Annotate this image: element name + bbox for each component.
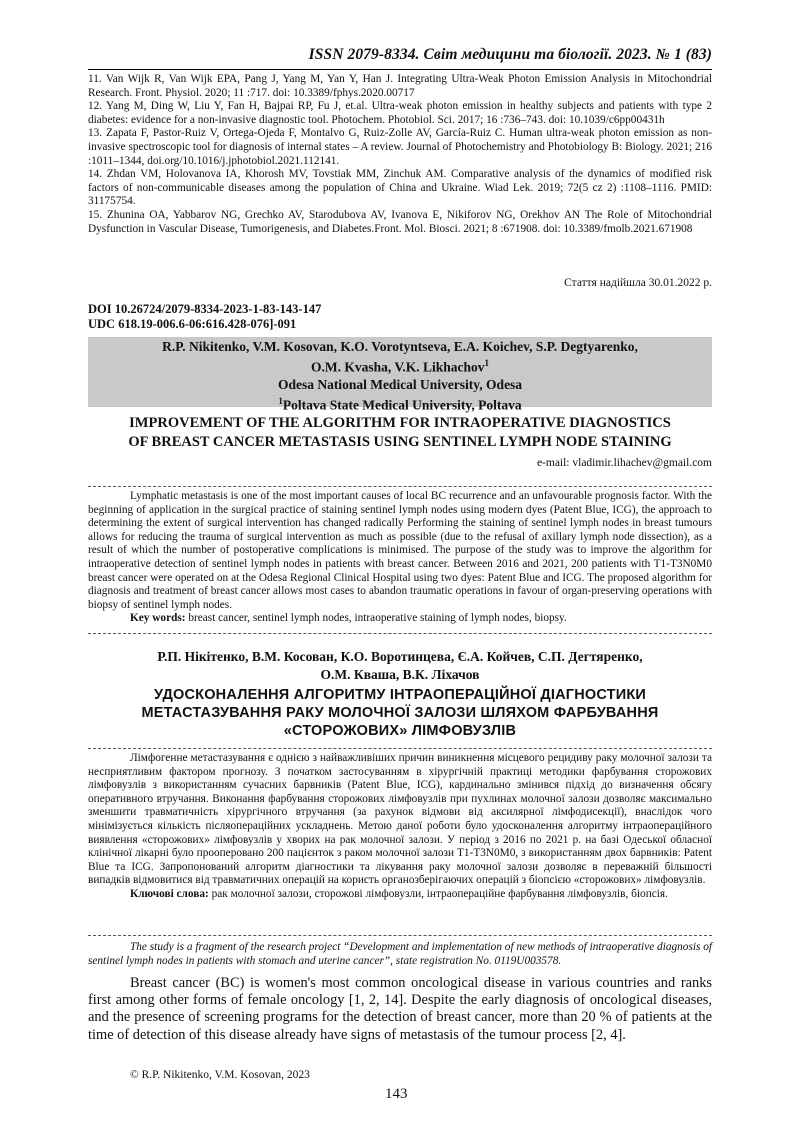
page-number: 143 — [385, 1086, 408, 1102]
udc-code: UDC 618.19-006.6-06:616.428-076]-091 — [88, 317, 297, 331]
affiliation-2: $^1$Poltava State Medical University, Poltava — [278, 395, 522, 412]
authors-ua-line1: Р.П. Нікітенко, В.М. Косован, К.О. Воротинцева, Є.А. Койчев, С.П. Дегтяренко, — [157, 649, 643, 664]
contact-email[interactable]: e-mail: vladimir.lihachev@gmail.com — [536, 457, 712, 469]
reference-item: 11. Van Wijk R, Van Wijk EPA, Pang J, Yang M, Yan Y, Han J. Integrating Ultra-Weak Photon Emission Analysis in Mitochondrial Research. Front. Physiol. 2020; 11 :717. doi: 10.3389/fphys.2020.00717 — [88, 73, 712, 99]
authors-ua — [88, 648, 712, 684]
keywords-en: Key words: breast cancer, sentinel lymph nodes, intraoperative staining of lymph nodes, biopsy. — [130, 612, 567, 625]
authors-en-box — [88, 337, 712, 412]
authors-en-line1: R.P. Nikitenko, V.M. Kosovan, K.O. Vorotyntseva, E.A. Koichev, S.P. Degtyarenko, — [162, 339, 638, 354]
reference-item: 14. Zhdan VM, Holovanova IA, Khorosh MV, Tovstiak MM, Zinchuk AM. Comparative analysis of the dynamics of modified risk factors of non-communicable diseases among the population of China and Ukraine. Wiad Lek. 2019; 72(5 cz 2) :1108–1116. PMID: 31175754. — [88, 168, 712, 208]
abstract-ua — [88, 752, 712, 902]
abstract-en — [88, 490, 712, 626]
copyright-notice: © R.P. Nikitenko, V.M. Kosovan, 2023 — [130, 1069, 310, 1081]
divider — [88, 748, 712, 749]
title-ua-line1: УДОСКОНАЛЕННЯ АЛГОРИТМУ ІНТРАОПЕРАЦІЙНОЇ ДІАГНОСТИКИ — [153, 687, 646, 703]
abstract-en-text: Lymphatic metastasis is one of the most important causes of local BC recurrence and an unfavourable prognosis factor. With the beginning of application in the surgical practice of staining sentinel lymph nodes using modern dyes (Patent Blue, ICG), the approach to determining the extent of surgical intervention has changed radically Performing the staining of sentinel lymph nodes in breast tumours allows for reducing the trauma of surgical intervention as much as possible (due to the refusal of axillary lymph node dissection), as a result of which the number of postoperative complications is minimised. The purpose of the study was to improve the algorithm for intraoperative detection of sentinel lymph nodes in patients with breast cancer. Between 2016 and 2021, 200 patients with T1-T3N0M0 breast cancer were operated on at the Odesa Regional Clinical Hospital using two dyes: Patent Blue and ICG. The proposed algorithm for diagnosis and treatment of breast cancer allows most cases to abandon traumatic operations in favour of organ-preserving operations with biopsy of sentinel lymph nodes. — [88, 490, 712, 611]
received-date: Стаття надійшла 30.01.2022 р. — [564, 277, 712, 289]
header-rule — [88, 69, 712, 70]
study-note — [88, 941, 712, 968]
body-text — [88, 975, 712, 1044]
abstract-ua-text: Лімфогенне метастазування є однією з найважливіших причин виникнення місцевого рецидиву раку молочної залози та несприятливим фактором прогнозу. З початком застосуванням в хірургічній практиці методики фарбування сторожових лімфовузлів з використанням сучасних барвників (Patent Blue, ICG), кардинально змінився підхід до визначення обсягу оперативного втручання. Виконання фарбування сторожових лімфовузлів при пухлинах молочної залози дозволяє максимально зменшити травматичність хірургічного втручання (за рахунок відмови від аксилярної лімфодисекції), внаслідок чого мінімізується кількість післяопераційних ускладнень. Метою даної роботи було удосконалення алгоритму інтраопераційного виявлення «сторожових» лімфовузлів у хворих на рак молочної залози. У період з 2016 по 2021 р. на базі Одеської обласної клінічної лікарні було прооперовано 200 пацієнток з раком молочної залози T1-T3N0M0, з використанням двох барвників: Patent Blue та ICG. Запропонований алгоритм діагностики та лікування раку молочної залози дозволяє в переважній більшості випадків відмовитися від травматичних операцій на користь органозберігаючих операцій з біопсією «сторожових» лімфовузлів. — [88, 752, 712, 887]
authors-en-line2: O.M. Kvasha, V.K. Likhachov$^1$ — [310, 358, 490, 375]
doi-link[interactable]: DOI 10.26724/2079-8334-2023-1-83-143-147 — [88, 302, 322, 316]
keywords-ua: Ключові слова: рак молочної залози, сторожові лімфовузли, інтраопераційне фарбування лімфовузлів, біопсія. — [130, 887, 668, 900]
body-paragraph: Breast cancer (BC) is women's most common oncological disease in various countries and ranks first among other forms of female oncology [1, 2, 14]. Despite the early diagnosis of oncological diseases, and the presence of screening programs for the detection of breast cancer, more than 20 % of patients at the time of detection of this disease already have signs of metastasis of the tumour process [2, 4]. — [88, 975, 712, 1043]
article-title-en — [88, 414, 712, 452]
title-en-line1: IMPROVEMENT OF THE ALGORITHM FOR INTRAOPERATIVE DIAGNOSTICS — [129, 415, 671, 431]
affiliation-1: Odesa National Medical University, Odesa — [277, 376, 523, 392]
divider — [88, 486, 712, 487]
article-title-ua — [88, 686, 712, 740]
divider — [88, 935, 712, 936]
running-head: ISSN 2079-8334. Світ медицини та біології. 2023. № 1 (83) — [308, 46, 712, 63]
divider — [88, 633, 712, 634]
title-ua-line2: МЕТАСТАЗУВАННЯ РАКУ МОЛОЧНОЇ ЗАЛОЗИ ШЛЯХОМ ФАРБУВАННЯ — [141, 705, 659, 721]
title-en-line2: OF BREAST CANCER METASTASIS USING SENTINEL LYMPH NODE STAINING — [128, 434, 672, 450]
reference-item: 13. Zapata F, Pastor-Ruiz V, Ortega-Ojeda F, Montalvo G, Ruiz-Zolle AV, García-Ruiz C. Human ultra-weak photon emission as non-invasive spectroscopic tool for diagnosis of internal states – A review. Journal of Photochemistry and Photobiology B: Biology. 2021; 216 :1011–1344, doi.org/10.1016/j.jphotobiol.2021.112141. — [88, 127, 712, 167]
reference-item: 15. Zhunina OA, Yabbarov NG, Grechko AV, Starodubova AV, Ivanova E, Nikiforov NG, Orekhov AN The Role of Mitochondrial Dysfunction in Vascular Disease, Tumorigenesis, and Diabetes.Front. Mol. Biosci. 2021; 8 :671908. doi: 10.3389/fmolb.2021.671908 — [88, 208, 712, 235]
reference-list — [88, 73, 712, 236]
identifiers — [88, 302, 321, 332]
authors-ua-line2: О.М. Кваша, В.К. Ліхачов — [320, 667, 480, 682]
study-note-text: The study is a fragment of the research project “Development and implementation of new methods of intraoperative diagnosis of sentinel lymph nodes in patients with stomach and uterine cancer”, state registration No. 0119U003578. — [88, 941, 712, 967]
title-ua-line3: «СТОРОЖОВИХ» ЛІМФОВУЗЛІВ — [283, 723, 517, 739]
reference-item: 12. Yang M, Ding W, Liu Y, Fan H, Bajpai RP, Fu J, et.al. Ultra-weak photon emission in healthy subjects and patients with type 2 diabetes: evidence for a non-invasive diagnostic tool. Photochem. Photobiol. Sci. 2017; 16 :736–743. doi: 10.1039/c6pp00431h — [88, 100, 712, 126]
